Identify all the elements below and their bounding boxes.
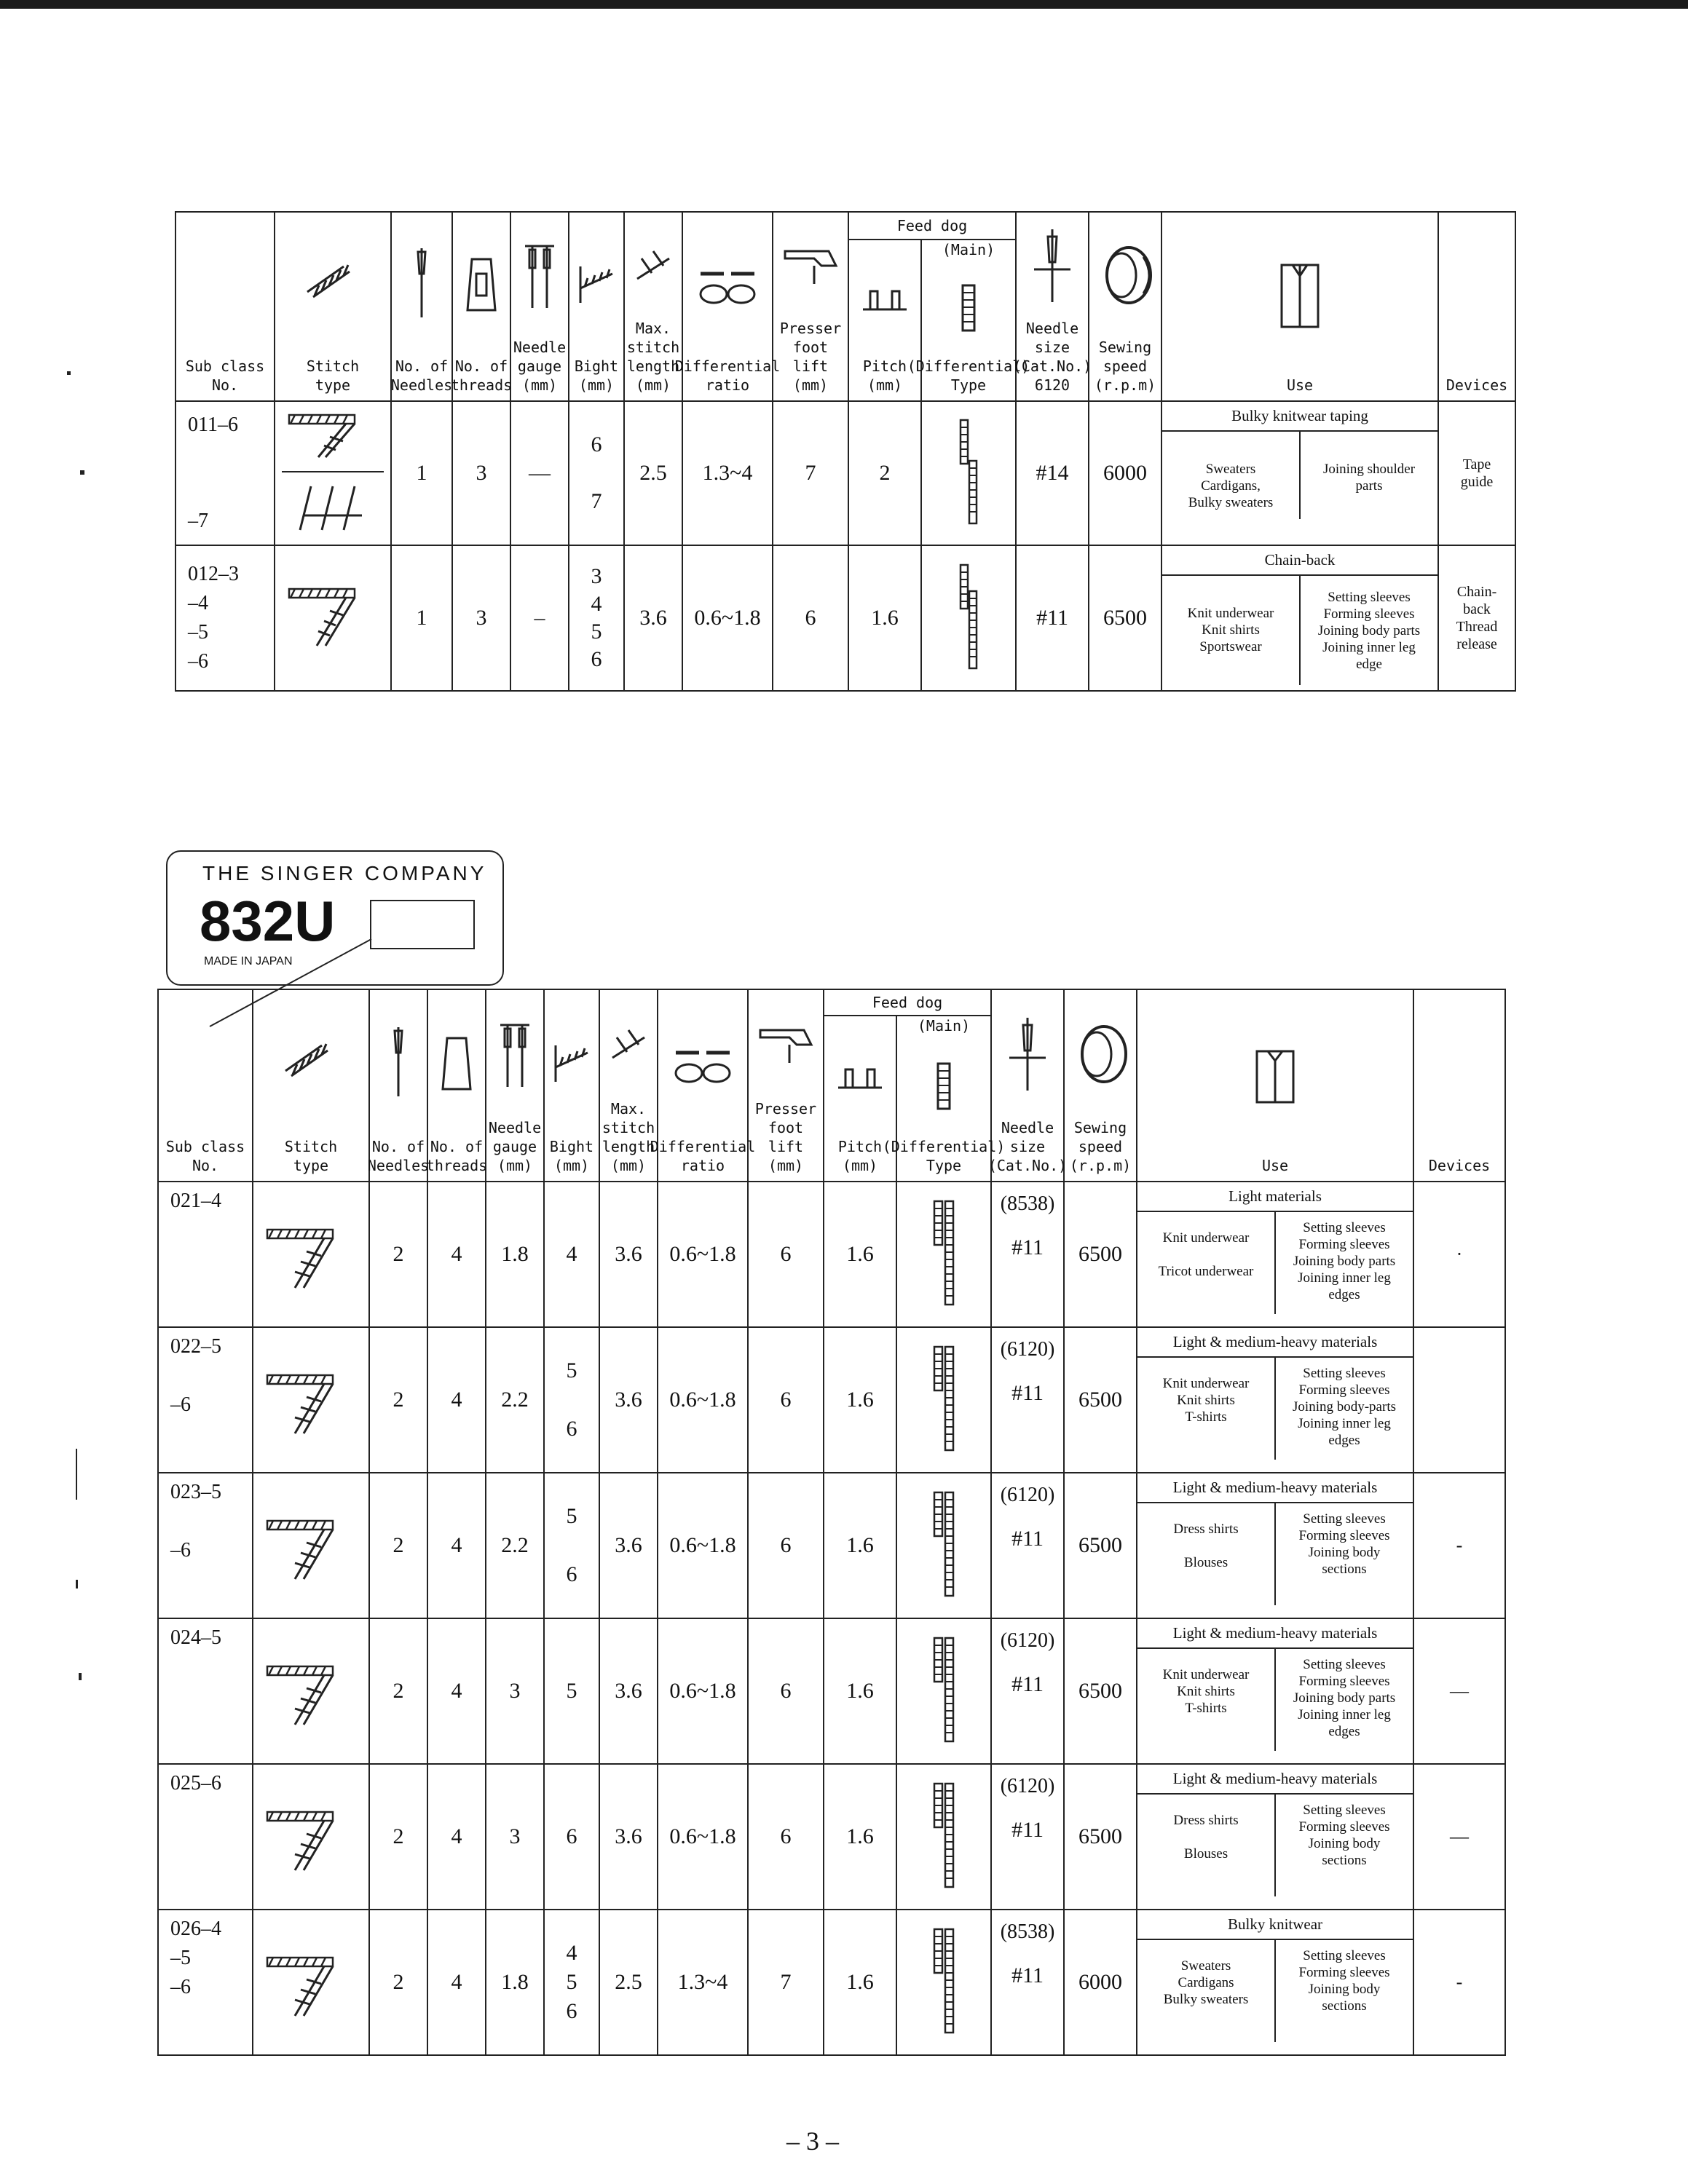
max-stitch-cell: 3.6 [624, 545, 682, 691]
needle-size-icon [1030, 226, 1074, 306]
bight-cell: 6 [544, 1764, 599, 1910]
use-operations: Setting sleeves Forming sleeves Joining body parts Joining inner leg edges [1274, 1649, 1413, 1751]
gauge-cell: 2.2 [486, 1327, 544, 1473]
use-garments: Knit underwear Tricot underwear [1158, 1230, 1254, 1279]
diff-ratio-cell: 0.6~1.8 [658, 1327, 748, 1473]
table-row [175, 401, 1515, 545]
header-needle-size: Needle size (Cat.No.) 6120 [1016, 212, 1089, 401]
header-devices: Devices [1413, 989, 1505, 1182]
stitch-type-cell [253, 1182, 369, 1327]
diff-ratio-cell: 0.6~1.8 [658, 1618, 748, 1764]
needle-size-cell: #14 [1016, 401, 1089, 545]
bight-icon [575, 259, 618, 310]
feed-dog-type-icon [931, 1344, 956, 1453]
use-operations: Setting sleeves Forming sleeves Joining body-parts Joining inner leg edges [1274, 1358, 1413, 1460]
feed-type-cell [896, 1764, 991, 1910]
stitch-diagram-icon [260, 1792, 362, 1879]
stitch-diagram-icon [260, 1646, 362, 1733]
stitch-type-cell [253, 1327, 369, 1473]
shirt-icon [1246, 1040, 1304, 1106]
header-threads: No. of threads [452, 212, 510, 401]
threads-cell: 4 [427, 1182, 486, 1327]
header-needles: No. of Needles [369, 989, 427, 1182]
header-feed-type: (Main) (Differential) Type [921, 240, 1016, 401]
max-stitch-cell: 3.6 [599, 1473, 658, 1618]
pitch-cell: 1.6 [824, 1764, 896, 1910]
threads-cell: 4 [427, 1473, 486, 1618]
handwheel-icon [1092, 242, 1158, 308]
stitch-type-cell [253, 1618, 369, 1764]
needle-icon [411, 245, 433, 325]
header-stitch-type: Stitch type [253, 989, 369, 1182]
needle-size-value: #11 [1011, 1527, 1044, 1551]
devices-cell [1413, 1327, 1505, 1473]
gauge-cell: — [510, 401, 569, 545]
devices-cell: - [1413, 1910, 1505, 2055]
gauge-cell: 3 [486, 1618, 544, 1764]
bight-cell: 5 [544, 1618, 599, 1764]
bight-cell: 6 7 [569, 401, 624, 545]
bight-cell: 4 5 6 [544, 1910, 599, 2055]
needles-cell: 2 [369, 1618, 427, 1764]
presser-foot-icon [778, 244, 843, 288]
needles-cell: 2 [369, 1473, 427, 1618]
threads-cell: 4 [427, 1764, 486, 1910]
gauge-cell: 1.8 [486, 1182, 544, 1327]
max-stitch-cell: 3.6 [599, 1182, 658, 1327]
table-row [158, 1910, 1505, 2055]
use-garments: Sweaters Cardigans Bulky sweaters [1163, 1958, 1249, 2007]
stitch-type-cell [275, 401, 391, 545]
threads-cell: 3 [452, 401, 510, 545]
use-cell [1162, 401, 1438, 545]
thread-cone-icon [463, 252, 500, 317]
use-heading: Chain-back [1162, 546, 1437, 576]
catalog-number: (8538) [1000, 1920, 1055, 1943]
presser-lift-cell: 6 [773, 545, 848, 691]
gauge-cell: – [510, 545, 569, 691]
presser-lift-cell: 6 [748, 1618, 824, 1764]
use-garments: Knit underwear Knit shirts Sportswear [1187, 606, 1274, 654]
scan-mark [76, 1580, 78, 1588]
table2-body [158, 1182, 1505, 2055]
header-feed-type: (Main) (Differential) Type [896, 1016, 991, 1182]
use-cell [1137, 1764, 1413, 1910]
header-max-stitch-length: Max. stitch length (mm) [624, 212, 682, 401]
gauge-cell: 1.8 [486, 1910, 544, 2055]
needle-size-value: #11 [1011, 1963, 1044, 1987]
catalog-number: (6120) [1000, 1775, 1055, 1797]
use-heading: Bulky knitwear taping [1162, 402, 1437, 432]
subclass-cell: 011–6 –7 [175, 401, 275, 545]
speed-cell: 6500 [1064, 1327, 1137, 1473]
feed-type-cell [896, 1618, 991, 1764]
threads-cell: 4 [427, 1618, 486, 1764]
header-feed-dog: Feed dog [848, 212, 1016, 240]
use-operations: Setting sleeves Forming sleeves Joining body parts Joining inner leg edge [1299, 576, 1437, 685]
header-presser-foot-lift: Presser foot lift (mm) [748, 989, 824, 1182]
needle-size-value: #11 [1011, 1381, 1044, 1405]
header-pitch: Pitch (mm) [848, 240, 921, 401]
devices-cell: · [1413, 1182, 1505, 1327]
needle-icon [387, 1024, 409, 1104]
gauge-cell: 2.2 [486, 1473, 544, 1618]
use-operations: Setting sleeves Forming sleeves Joining body sections [1274, 1940, 1413, 2042]
use-cell [1137, 1182, 1413, 1327]
pitch-cell: 1.6 [824, 1618, 896, 1764]
use-garments: Knit underwear Knit shirts T-shirts [1162, 1667, 1250, 1716]
stitch-type-icon [300, 252, 366, 317]
scan-mark [80, 470, 84, 475]
header-max-stitch-length: Max. stitch length (mm) [599, 989, 658, 1182]
header-bight: Bight (mm) [569, 212, 624, 401]
needle-size-cell [991, 1182, 1064, 1327]
subclass-cell: 024–5 [158, 1618, 253, 1764]
differential-feed-icon [670, 1038, 735, 1089]
presser-foot-icon [753, 1023, 819, 1067]
table-row [158, 1764, 1505, 1910]
table-row [158, 1618, 1505, 1764]
header-differential-ratio: Differential ratio [658, 989, 748, 1182]
pitch-cell: 1.6 [824, 1910, 896, 2055]
header-subclass: Sub class No. [175, 212, 275, 401]
feed-dog-pitch-icon [835, 1059, 886, 1095]
needle-size-icon [1006, 1014, 1049, 1094]
header-sewing-speed: Sewing speed (r.p.m) [1089, 212, 1162, 401]
use-operations: Setting sleeves Forming sleeves Joining body sections [1274, 1795, 1413, 1896]
header-subclass: Sub class No. [158, 989, 253, 1182]
presser-lift-cell: 6 [748, 1327, 824, 1473]
feed-dog-teeth-icon [960, 282, 977, 333]
use-heading: Light & medium-heavy materials [1137, 1328, 1413, 1358]
subclass-box [370, 900, 475, 949]
table-row [158, 1182, 1505, 1327]
header-use: Use [1137, 989, 1413, 1182]
use-garments: Dress shirts Blouses [1173, 1522, 1239, 1570]
feed-type-cell [896, 1182, 991, 1327]
max-stitch-cell: 2.5 [624, 401, 682, 545]
use-garments: Dress shirts Blouses [1173, 1813, 1239, 1861]
devices-cell: Tape guide [1438, 401, 1515, 545]
diff-ratio-cell: 0.6~1.8 [682, 545, 773, 691]
use-heading: Light materials [1137, 1182, 1413, 1212]
diff-ratio-cell: 0.6~1.8 [658, 1182, 748, 1327]
stitch-diagram-icon [282, 573, 384, 660]
feed-dog-type-icon [931, 1635, 956, 1744]
feed-dog-type-icon [931, 1198, 956, 1307]
page-number: – 3 – [786, 2126, 839, 2156]
use-heading: Light & medium-heavy materials [1137, 1473, 1413, 1503]
diff-ratio-cell: 0.6~1.8 [658, 1473, 748, 1618]
stitch-type-cell [253, 1910, 369, 2055]
feed-dog-type-icon [958, 562, 979, 671]
stitch-diagram-icon [260, 1937, 362, 2025]
feed-dog-pitch-icon [859, 280, 910, 317]
header-differential-ratio: Differential ratio [682, 212, 773, 401]
max-stitch-cell: 3.6 [599, 1764, 658, 1910]
scan-mark [76, 1449, 77, 1500]
use-garments: Sweaters Cardigans, Bulky sweaters [1188, 462, 1274, 510]
spec-table-1 [175, 211, 1516, 692]
scan-top-edge [0, 0, 1688, 9]
speed-cell: 6500 [1089, 545, 1162, 691]
stitch-length-icon [607, 1023, 650, 1067]
needle-size-cell [991, 1910, 1064, 2055]
use-heading: Light & medium-heavy materials [1137, 1765, 1413, 1795]
header-needle-size: Needle size (Cat.No.) [991, 989, 1064, 1182]
stitch-type-cell [275, 545, 391, 691]
needles-cell: 1 [391, 545, 452, 691]
use-operations: Setting sleeves Forming sleeves Joining body parts Joining inner leg edges [1274, 1212, 1413, 1314]
threads-cell: 4 [427, 1910, 486, 2055]
use-cell [1137, 1910, 1413, 2055]
needle-size-value: #11 [1011, 1235, 1044, 1259]
diff-ratio-cell: 1.3~4 [658, 1910, 748, 2055]
header-stitch-type: Stitch type [275, 212, 391, 401]
needle-size-cell: #11 [1016, 545, 1089, 691]
differential-feed-icon [695, 259, 760, 310]
diff-ratio-cell: 0.6~1.8 [658, 1764, 748, 1910]
speed-cell: 6000 [1089, 401, 1162, 545]
pitch-cell: 1.6 [824, 1473, 896, 1618]
model-number: 832U [200, 889, 336, 953]
stitch-diagram-icon [282, 406, 384, 537]
needles-cell: 2 [369, 1182, 427, 1327]
made-in-text: MADE IN JAPAN [204, 955, 293, 968]
catalog-number: (6120) [1000, 1629, 1055, 1652]
subclass-cell: 026–4 –5 –6 [158, 1910, 253, 2055]
use-cell [1137, 1618, 1413, 1764]
feed-type-cell [896, 1910, 991, 2055]
needles-cell: 2 [369, 1764, 427, 1910]
feed-type-cell [896, 1327, 991, 1473]
speed-cell: 6000 [1064, 1910, 1137, 2055]
use-cell [1162, 545, 1438, 691]
needles-cell: 2 [369, 1327, 427, 1473]
threads-cell: 3 [452, 545, 510, 691]
header-bight: Bight (mm) [544, 989, 599, 1182]
devices-cell: — [1413, 1764, 1505, 1910]
catalog-number: (8538) [1000, 1192, 1055, 1215]
pitch-cell: 1.6 [848, 545, 921, 691]
bight-cell: 3 4 5 6 [569, 545, 624, 691]
speed-cell: 6500 [1064, 1182, 1137, 1327]
subclass-cell: 025–6 [158, 1764, 253, 1910]
presser-lift-cell: 6 [748, 1473, 824, 1618]
bight-cell: 5 6 [544, 1473, 599, 1618]
needles-cell: 2 [369, 1910, 427, 2055]
table-row [158, 1327, 1505, 1473]
bight-icon [550, 1038, 593, 1089]
feed-type-cell [921, 545, 1016, 691]
header-needles: No. of Needles [391, 212, 452, 401]
stitch-length-icon [631, 244, 675, 288]
needle-size-cell [991, 1473, 1064, 1618]
header-needle-gauge: Needle gauge (mm) [486, 989, 544, 1182]
use-heading: Bulky knitwear [1137, 1910, 1413, 1940]
stitch-diagram-icon [260, 1355, 362, 1442]
needle-size-value: #11 [1011, 1672, 1044, 1696]
diff-ratio-cell: 1.3~4 [682, 401, 773, 545]
catalog-number: (6120) [1000, 1484, 1055, 1506]
pitch-cell: 1.6 [824, 1182, 896, 1327]
stitch-type-icon [278, 1031, 344, 1096]
devices-cell: — [1413, 1618, 1505, 1764]
speed-cell: 6500 [1064, 1764, 1137, 1910]
needle-size-value: #11 [1011, 1818, 1044, 1842]
feed-type-cell [921, 401, 1016, 545]
spec-table-2 [157, 989, 1506, 2056]
gauge-cell: 3 [486, 1764, 544, 1910]
speed-cell: 6500 [1064, 1473, 1137, 1618]
use-cell [1137, 1473, 1413, 1618]
feed-dog-type-icon [931, 1926, 956, 2035]
feed-dog-type-icon [958, 417, 979, 526]
subclass-cell: 023–5 –6 [158, 1473, 253, 1618]
table-row [158, 1473, 1505, 1618]
presser-lift-cell: 7 [773, 401, 848, 545]
needle-size-cell [991, 1764, 1064, 1910]
devices-cell: - [1413, 1473, 1505, 1618]
subclass-cell: 012–3 –4 –5 –6 [175, 545, 275, 691]
needle-gauge-icon [493, 1018, 537, 1091]
subclass-cell: 021–4 [158, 1182, 253, 1327]
catalog-number: (6120) [1000, 1338, 1055, 1361]
use-heading: Light & medium-heavy materials [1137, 1619, 1413, 1649]
stitch-type-cell [253, 1764, 369, 1910]
header-feed-dog: Feed dog [824, 989, 991, 1016]
header-threads: No. of threads [427, 989, 486, 1182]
feed-dog-type-icon [931, 1489, 956, 1599]
pitch-cell: 2 [848, 401, 921, 545]
scan-mark [79, 1673, 82, 1680]
pitch-cell: 1.6 [824, 1327, 896, 1473]
shirt-icon [1274, 258, 1325, 331]
header-needle-gauge: Needle gauge (mm) [510, 212, 569, 401]
feed-dog-type-icon [931, 1781, 956, 1890]
needles-cell: 1 [391, 401, 452, 545]
use-cell [1137, 1327, 1413, 1473]
speed-cell: 6500 [1064, 1618, 1137, 1764]
use-operations: Setting sleeves Forming sleeves Joining body sections [1274, 1503, 1413, 1605]
thread-cone-icon [438, 1031, 475, 1096]
max-stitch-cell: 3.6 [599, 1327, 658, 1473]
presser-lift-cell: 6 [748, 1182, 824, 1327]
use-garments: Knit underwear Knit shirts T-shirts [1162, 1376, 1250, 1425]
stitch-diagram-icon [260, 1209, 362, 1297]
table-row [175, 545, 1515, 691]
company-name: THE SINGER COMPANY [202, 862, 487, 885]
feed-dog-teeth-icon [935, 1061, 953, 1112]
stitch-type-cell [253, 1473, 369, 1618]
devices-cell: Chain- back Thread release [1438, 545, 1515, 691]
handwheel-icon [1068, 1021, 1133, 1087]
bight-cell: 4 [544, 1182, 599, 1327]
max-stitch-cell: 2.5 [599, 1910, 658, 2055]
stitch-diagram-icon [260, 1500, 362, 1588]
presser-lift-cell: 7 [748, 1910, 824, 2055]
header-presser-foot-lift: Presser foot lift (mm) [773, 212, 848, 401]
threads-cell: 4 [427, 1327, 486, 1473]
header-devices: Devices [1438, 212, 1515, 401]
presser-lift-cell: 6 [748, 1764, 824, 1910]
header-sewing-speed: Sewing speed (r.p.m) [1064, 989, 1137, 1182]
needle-size-cell [991, 1618, 1064, 1764]
needle-size-cell [991, 1327, 1064, 1473]
subclass-cell: 022–5 –6 [158, 1327, 253, 1473]
use-operations: Joining shoulder parts [1299, 432, 1437, 519]
max-stitch-cell: 3.6 [599, 1618, 658, 1764]
header-pitch: Pitch (mm) [824, 1016, 896, 1182]
feed-type-cell [896, 1473, 991, 1618]
needle-gauge-icon [518, 239, 561, 312]
bight-cell: 5 6 [544, 1327, 599, 1473]
scan-mark [67, 371, 71, 375]
header-use: Use [1162, 212, 1438, 401]
